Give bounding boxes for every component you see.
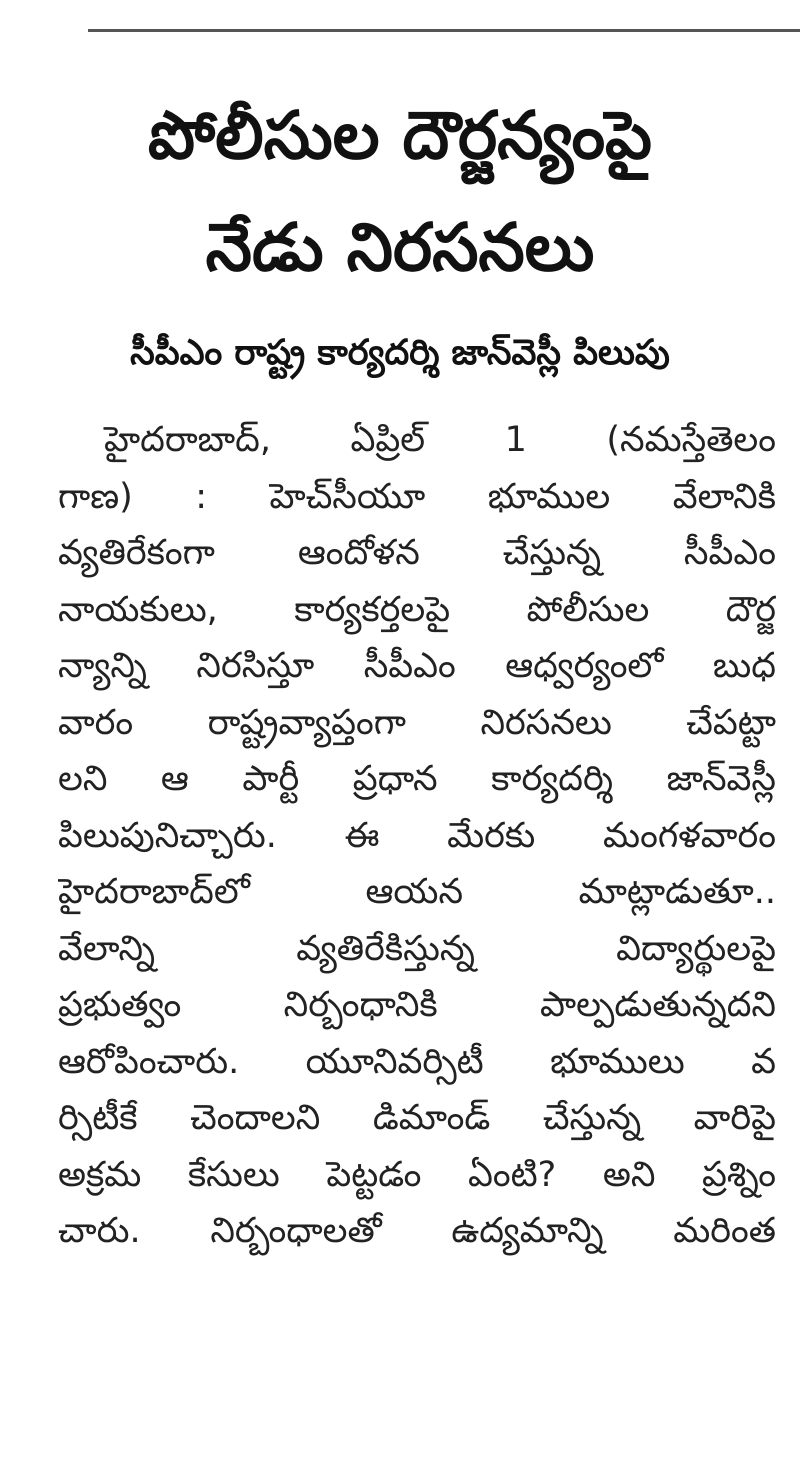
body-line: వ్యతిరేకంగా ఆందోళన చేస్తున్న సీపీఎం bbox=[58, 533, 776, 573]
headline bbox=[20, 80, 780, 304]
body-line: హైదరాబాద్, ఏప్రిల్ 1 (నమస్తేతెలం bbox=[104, 420, 776, 460]
body-line: ర్సిటీకే చెందాలని డిమాండ్ చేస్తున్న వారిపై bbox=[58, 1098, 776, 1138]
headline-line: పోలీసుల దౌర్జన్యంపై bbox=[148, 97, 652, 174]
body-line: న్యాన్ని నిరసిస్తూ సీపీఎం ఆధ్వర్యంలో బుధ bbox=[58, 646, 776, 686]
body-line: అక్రమ కేసులు పెట్టడం ఏంటి? అని ప్రశ్నిం bbox=[58, 1154, 776, 1195]
body-line: ఆరోపించారు. యూనివర్సిటీ భూములు వ bbox=[58, 1041, 776, 1082]
body-line: చారు. నిర్బంధాలతో ఉద్యమాన్ని మరింత bbox=[58, 1211, 776, 1251]
body-line: ప్రభుత్వం నిర్బంధానికి పాల్పడుతున్నదని bbox=[58, 985, 776, 1025]
body-line: గాణ) : హెచ్‌సీయూ భూముల వేలానికి bbox=[58, 476, 776, 517]
body-line: వేలాన్ని వ్యతిరేకిస్తున్న విద్యార్థులపై bbox=[58, 928, 776, 969]
body-line: నాయకులు, కార్యకర్తలపై పోలీసుల దౌర్జ bbox=[58, 589, 776, 630]
article-body bbox=[58, 412, 776, 1260]
body-line: వారం రాష్ట్రవ్యాప్తంగా నిరసనలు చేపట్టా bbox=[58, 702, 776, 743]
headline-line: నేడు నిరసనలు bbox=[205, 209, 595, 286]
body-line: పిలుపునిచ్చారు. ఈ మేరకు మంగళవారం bbox=[58, 815, 776, 856]
subheadline: సీపీఎం రాష్ట్ర కార్యదర్శి జాన్‌వెస్లీ పిలుపు bbox=[130, 333, 670, 373]
top-divider bbox=[88, 29, 800, 32]
body-line: లని ఆ పార్టీ ప్రధాన కార్యదర్శి జాన్‌వెస్లీ bbox=[58, 759, 776, 799]
body-line: హైదరాబాద్‌లో ఆయన మాట్లాడుతూ.. bbox=[58, 872, 776, 912]
